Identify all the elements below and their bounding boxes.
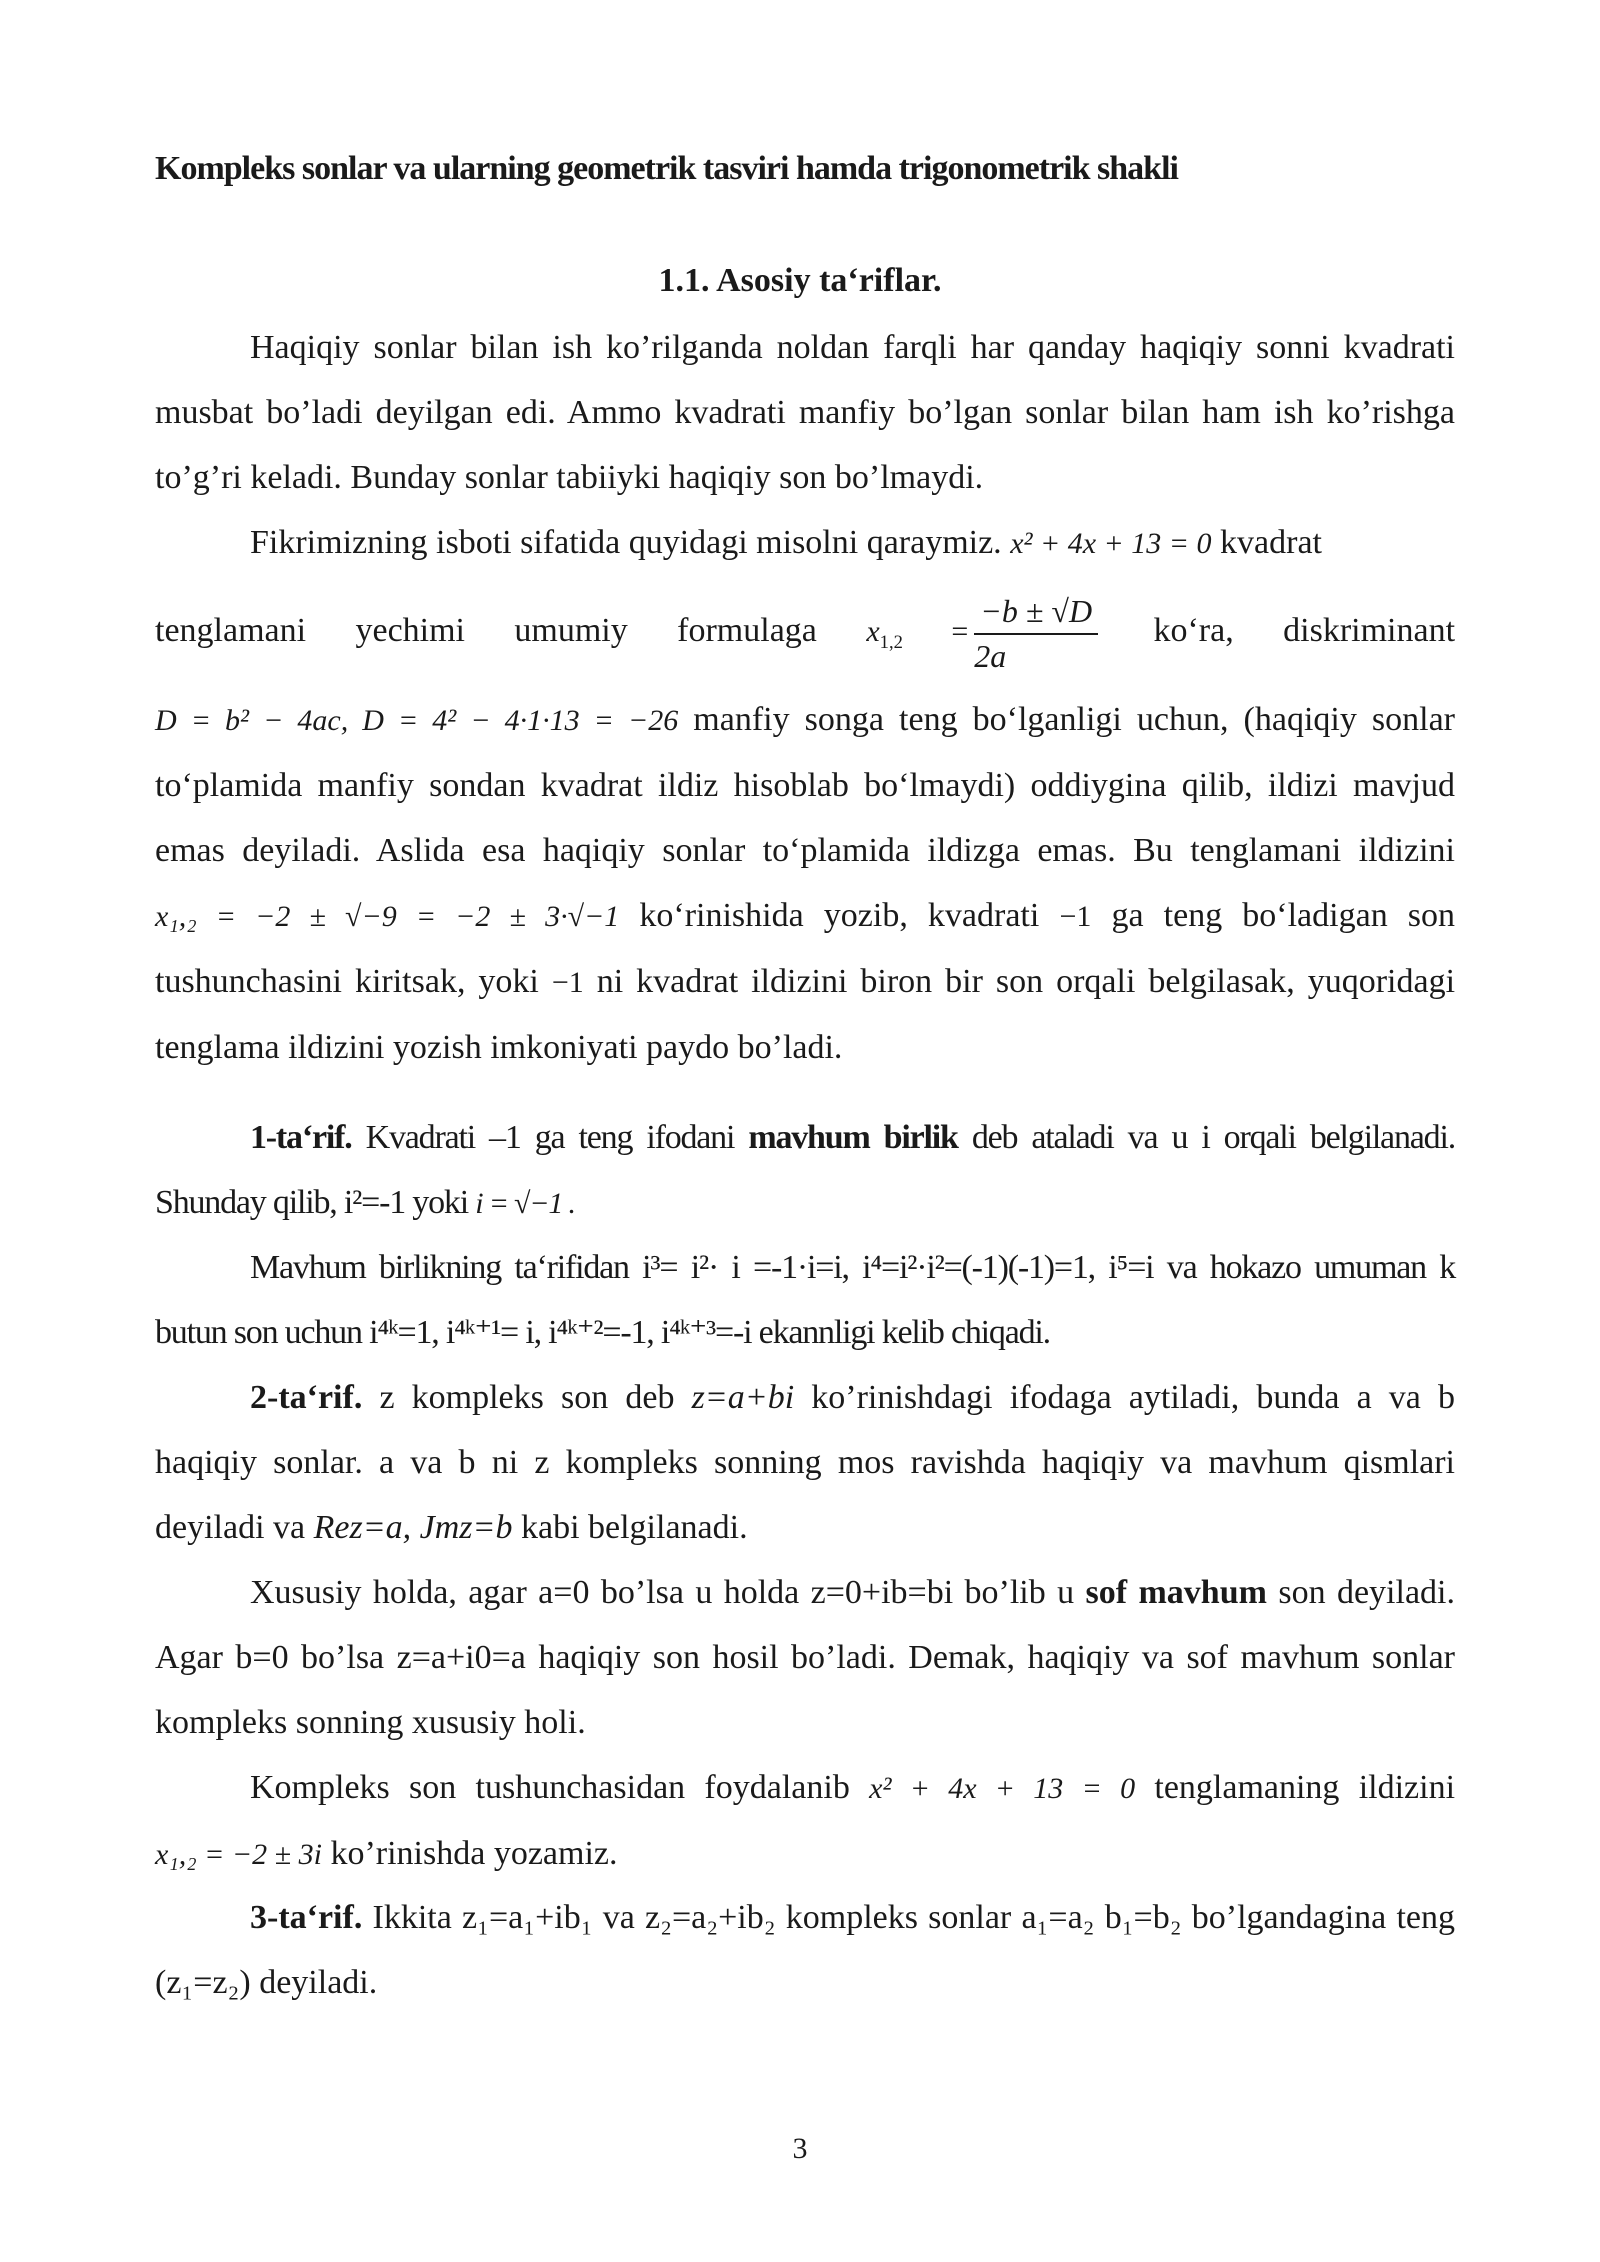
formula-fraction (974, 594, 1098, 674)
example-text-2: kvadrat (1220, 524, 1322, 561)
minus-one-value-a: −1 (1059, 900, 1092, 933)
paragraph-example-rest (155, 687, 1455, 1080)
term-pure-imaginary: sof mavhum (1085, 1574, 1267, 1611)
definition-2-text (155, 1365, 1455, 1560)
minus-one-value-b: −1 (551, 966, 584, 999)
definition-3-text-1: Ikkita (372, 1899, 452, 1936)
term-imaginary-unit: mavhum birlik (748, 1119, 958, 1156)
powers-text-2: va hokazo umuman k butun son uchun (155, 1249, 1456, 1351)
definition-3-text-4: bo’lgandagina teng (z₁=z₂) deyiladi. (155, 1899, 1455, 2001)
discriminant-formula: D = b² − 4ac, D = 4² − 4·1·13 = −26 (155, 704, 679, 737)
definition-2-text-d: kabi belgilanadi. (520, 1509, 748, 1546)
example-text-7: ga teng bo‘ladigan son tushunchasini kiritsak, yoki (155, 897, 1456, 1000)
paragraph-intro (155, 315, 1455, 510)
roots-formula: x₁,₂ = −2 ± √−9 = −2 ± 3·√−1 (155, 900, 620, 933)
definition-1-text-a: Kvadrati –1 ga teng ifodani (365, 1119, 735, 1156)
complex-z2: z₂=a₂+ib₂ (645, 1899, 776, 1936)
definition-1-label: 1-ta‘rif. (250, 1119, 352, 1156)
definition-3 (155, 1885, 1455, 2015)
example-text-5: manfiy songa teng bo‘lganligi uchun, (haqiqiy sonlar to‘plamida manfiy sondan kvadrat ildiz hisoblab bo‘lmaydi) oddiygina qilib, ildizi mavjud emas deyiladi. Aslida esa haqiqiy sonlar to‘plamida ildizga emas. Bu tenglamani ildizini (155, 701, 1455, 869)
complex-roots-formula: x₁,₂ = −2 ± 3i (155, 1838, 322, 1871)
example-text-3: tenglamani yechimi umumiy formulaga (155, 612, 817, 649)
example-text-4: ko‘ra, diskriminant (1153, 612, 1456, 649)
paragraph-example-line2 (155, 576, 1455, 687)
general-powers-of-i: i⁴ᵏ=1, i⁴ᵏ⁺¹= i, i⁴ᵏ⁺²=-1, i⁴ᵏ⁺³=-i (369, 1314, 752, 1351)
paragraph-special-cases-text (155, 1560, 1455, 1755)
paragraph-intro-text: Haqiqiy sonlar bilan ish ko’rilganda noldan farqli har qanday haqiqiy sonni kvadrati musbat bo’ladi deyilgan edi. Ammo kvadrati manfiy bo’lgan sonlar bilan ham ish ko’rishga to’g’ri keladi. Bunday sonlar tabiiyki haqiqiy son bo’lmaydi. (155, 329, 1455, 496)
formula-denominator: 2a (974, 638, 1007, 675)
real-imag-parts: Rez=a, Jmz=b (313, 1509, 513, 1546)
equation-quadratic-2: x² + 4x + 13 = 0 (869, 1772, 1136, 1805)
complex-number-form: z=a+bi (691, 1379, 795, 1416)
definition-2-text-a: z kompleks son deb (379, 1379, 675, 1416)
definition-2 (155, 1365, 1455, 1560)
paragraph-roots-text (155, 1755, 1455, 1887)
definition-3-text-2: va (602, 1899, 635, 1936)
example-text-8: ni kvadrat ildizini biron bir son orqali belgilasak, yuqoridagi tenglama ildizini yozish imkoniyati paydo bo’ladi. (155, 963, 1456, 1066)
definition-3-label: 3-ta‘rif. (250, 1899, 363, 1936)
special-cases-text-1: Xususiy holda, agar a=0 bo’lsa u holda z=0+ib=bi bo’lib u (250, 1574, 1075, 1611)
definition-1 (155, 1105, 1455, 1236)
special-cases-text-2: son deyiladi. Agar b=0 bo’lsa z=a+i0=a haqiqiy son hosil bo’ladi. Demak, haqiqiy va sof mavhum sonlar kompleks sonning xususiy holi. (155, 1574, 1455, 1741)
equation-quadratic: x² + 4x + 13 = 0 (1010, 527, 1212, 560)
paragraph-powers-text (155, 1235, 1455, 1365)
formula-lhs: x (866, 615, 880, 648)
formula-subscript: 1,2 (879, 632, 903, 653)
paragraph-powers (155, 1235, 1455, 1365)
powers-of-i: i³= i²· i =-1·i=i, i⁴=i²·i²=(-1)(-1)=1, i⁵=i (642, 1249, 1154, 1286)
roots-text-1: Kompleks son tushunchasidan foydalanib (250, 1769, 850, 1806)
complex-z1: z₁=a₁+ib₁ (462, 1899, 593, 1936)
definition-3-text (155, 1885, 1455, 2015)
imaginary-unit-formula: i = √−1 . (475, 1187, 575, 1220)
example-text-1: Fikrimizning isboti sifatida quyidagi misolni qaraymiz. (250, 524, 1002, 561)
paragraph-example (155, 510, 1455, 1080)
definition-2-text-b: ko’rinishdagi ifodaga aytiladi, bunda (811, 1379, 1340, 1416)
example-text-6: ko‘rinishida yozib, kvadrati (639, 897, 1040, 934)
paragraph-special-cases (155, 1560, 1455, 1755)
definition-1-text (155, 1105, 1455, 1236)
roots-text-3: ko’rinishda yozamiz. (330, 1835, 618, 1872)
powers-text-1: Mavhum birlikning ta‘rifidan (250, 1249, 629, 1286)
document-title: Kompleks sonlar va ularning geometrik tasviri hamda trigonometrik shakli (155, 150, 1178, 187)
equality-condition: a₁=a₂ b₁=b₂ (1021, 1899, 1182, 1936)
powers-text-3: ekannligi kelib chiqadi. (758, 1314, 1050, 1351)
roots-text-2: tenglamaning ildizini (1154, 1769, 1456, 1806)
formula-numerator: −b ± √D (974, 594, 1098, 635)
i-squared-statement: i²=-1 yoki (343, 1184, 468, 1221)
section-heading: 1.1. Asosiy ta‘riflar. (658, 262, 942, 299)
formula-equals: = (951, 615, 969, 648)
page-number: 3 (792, 2132, 808, 2165)
paragraph-roots (155, 1755, 1455, 1887)
definition-2-text-c: a va b haqiqiy sonlar. a va b ni z kompleks sonning mos ravishda haqiqiy va mavhum qismlari deyiladi va (155, 1379, 1456, 1546)
definition-3-text-3: kompleks sonlar (785, 1899, 1012, 1936)
definition-1-text-b: deb ataladi va u i orqali belgilanadi. Shunday qilib, (155, 1119, 1455, 1221)
paragraph-example-line1 (155, 510, 1455, 576)
definition-2-label: 2-ta‘rif. (250, 1379, 363, 1416)
